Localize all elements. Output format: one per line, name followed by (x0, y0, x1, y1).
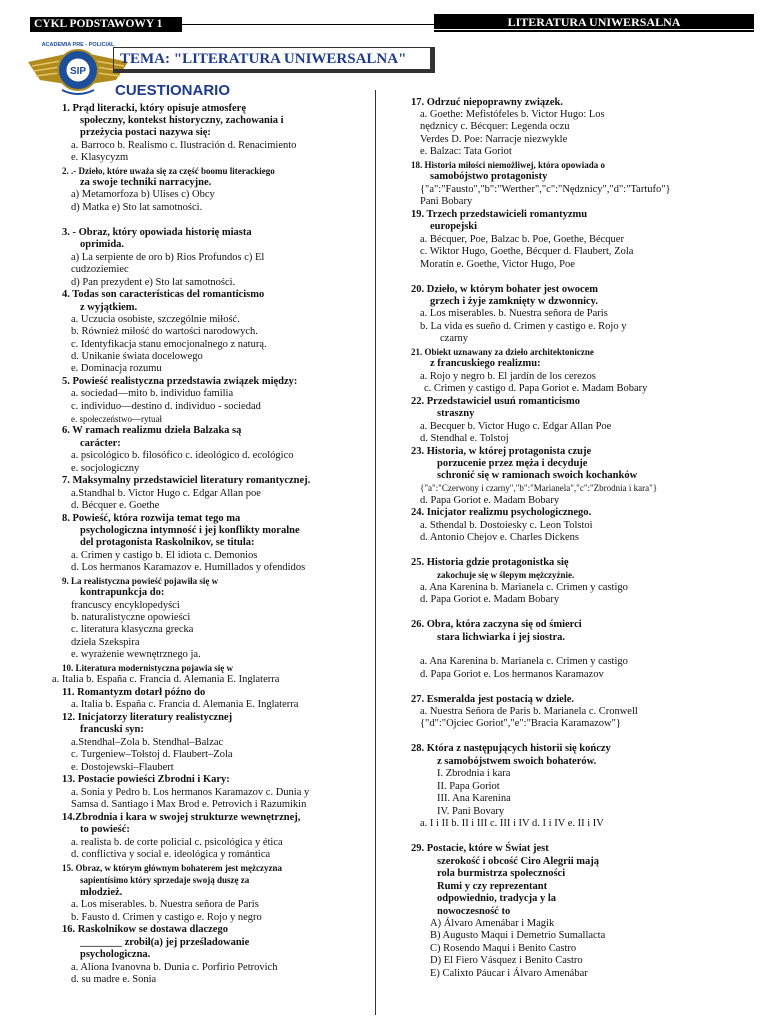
question-line: straszny (437, 408, 475, 419)
question-4: 4. Todas son características del romanticismo (62, 289, 265, 300)
answer-options: b. Również miłość do wartości narodowych. (71, 326, 258, 337)
subject-label: LITERATURA UNIWERSALNA (434, 14, 754, 32)
answer-options: a. Ana Karenina b. Marianela c. Crimen y castigo (420, 582, 628, 593)
answer-options: Verdes D. Poe: Narracje niezwykle (420, 134, 568, 145)
question-line: młodzież. (80, 887, 123, 898)
question-14: 14.Zbrodnia i kara w swojej strukturze wewnętrznej, (62, 812, 301, 823)
answer-options: b. Fausto d. Crimen y castigo e. Rojo y negro (71, 912, 262, 923)
answer-options: a. Sonia y Pedro b. Los hermanos Karamazov c. Dunia y (71, 787, 310, 798)
question-line: za swoje techniki narracyjne. (80, 177, 212, 188)
answer-options: Samsa d. Santiago i Max Brod e. Petrovich i Razumikin (71, 799, 307, 810)
question-line: del protagonista Raskolnikov, se titula: (80, 537, 255, 548)
question-line: carácter: (80, 438, 121, 449)
answer-options: c. Identyfikacja stanu emocjonalnego z naturą. (71, 339, 267, 350)
question-5: 5. Powieść realistyczna przedstawia związek między: (62, 376, 298, 387)
question-8: 8. Powieść, która rozwija temat tego ma (62, 513, 241, 524)
list-item: I. Zbrodnia i kara (437, 768, 511, 779)
question-line: to powieść: (80, 824, 130, 835)
question-16: 16. Raskolnikow se dostawa dlaczego (62, 924, 228, 935)
question-line: szerokość i obcość Ciro Alegrii mają (437, 856, 600, 867)
question-10: 10. Literatura modernistyczna pojawia się w (62, 663, 233, 673)
answer-options: a. Becquer b. Victor Hugo c. Edgar Allan Poe (420, 421, 612, 432)
answer-options: a. I i II b. II i III c. III i IV d. I i IV e. II i IV (420, 818, 604, 829)
question-22: 22. Przedstawiciel usuń romanticismo (411, 396, 580, 407)
answer-options: dzieła Szekspira (71, 637, 140, 648)
answer-options: a) La serpiente de oro b) Rios Profundos c) El (71, 252, 265, 263)
question-line: ________ zrobił(a) jej prześladowanie (80, 937, 250, 948)
answer-option-d: D) El Fiero Vásquez i Benito Castro (430, 955, 583, 966)
answer-options: d. Papa Goriot e. Madam Bobary (420, 495, 560, 506)
answer-options: Moratín e. Goethe, Victor Hugo, Poe (420, 259, 575, 270)
page-title: TEMA: "LITERATURA UNIWERSALNA" (113, 47, 435, 73)
answer-options: d. conflictiva y social e. ideológica y romántica (71, 849, 271, 860)
question-7: 7. Maksymalny przedstawiciel literatury romantycznej. (62, 475, 311, 486)
answer-options: d) Pan prezydent e) Sto lat samotności. (71, 277, 236, 288)
answer-options: a. Italia b. España c. Francia d. Alemania E. Inglaterra (71, 699, 299, 710)
answer-options: e. Dominacja rozumu (71, 363, 162, 374)
answer-options: a. Sthendal b. Dostoiesky c. Leon Tolstoi (420, 520, 593, 531)
answer-options: a. Crimen y castigo b. El idiota c. Demonios (71, 550, 258, 561)
question-18: 18. Historia miłości niemożliwej, która opowiada o (411, 160, 605, 170)
answer-options: d. Antonio Chejov e. Charles Dickens (420, 532, 579, 543)
list-item: III. Ana Karenina (437, 793, 511, 804)
question-29: 29. Postacie, które w Świat jest (411, 843, 549, 854)
question-line: Rumi y czy reprezentant (437, 881, 548, 892)
answer-options: a. Nuestra Señora de Paris b. Marianela c. Cronwell (420, 706, 638, 717)
answer-options: a.Standhal b. Victor Hugo c. Edgar Allan poe (71, 488, 261, 499)
answer-options: czarny (440, 333, 468, 344)
question-line: grzech i żyje zamknięty w dzwonnicy. (430, 296, 598, 307)
question-line: schronić się w ramionach swoich kochanków (437, 470, 638, 481)
logo-text: ACADEMIA PRE - POLICIAL (41, 42, 115, 48)
answer-options: d) Matka e) Sto lat samotności. (71, 202, 203, 213)
answer-options: c. individuo—destino d. individuo - sociedad (71, 401, 261, 412)
question-6: 6. W ramach realizmu dzieła Balzaka są (62, 425, 242, 436)
question-line: psychologiczna. (80, 949, 151, 960)
question-20: 20. Dzieło, w którym bohater jest owocem (411, 284, 599, 295)
question-line: psychologiczna intymność i jej konflikty moralne (80, 525, 300, 536)
answer-options: a. Uczucia osobiste, szczególnie miłość. (71, 314, 240, 325)
question-line: nowoczesność to (437, 906, 511, 917)
question-27: 27. Esmeralda jest postacią w dziele. (411, 694, 575, 705)
answer-options: a. Bécquer, Poe, Balzac b. Poe, Goethe, Bécquer (420, 234, 624, 245)
answer-options: c. Turgeniew–Tołstoj d. Flaubert–Zola (71, 749, 233, 760)
question-line: kontrapunkcja do: (80, 587, 165, 598)
answer-options: e. społeczeństwo—rytuał (71, 414, 162, 424)
answer-option-b: B) Augusto Maqui i Demetrio Sumallacta (430, 930, 606, 941)
answer-options: d. Unikanie świata docelowego (71, 351, 203, 362)
answer-options: {"a":"Czerwony i czarny","b":"Marianela","c":"Zbrodnia i kara"} (420, 483, 658, 493)
answer-options: b. naturalistyczne opowieści (71, 612, 191, 623)
answer-options: a. Aliona Ivanovna b. Dunia c. Porfirio Petrovich (71, 962, 278, 973)
logo-abbr: SIP (69, 66, 87, 77)
question-line: społeczny, kontekst historyczny, zachowania i (80, 115, 284, 126)
answer-options: b. La vida es sueño d. Crimen y castigo e. Rojo y (420, 321, 627, 332)
answer-options: nędznicy c. Bécquer: Legenda oczu (420, 121, 570, 132)
answer-options: a. sociedad—mito b. individuo familia (71, 388, 234, 399)
question-line: oprimida. (80, 239, 125, 250)
answer-options: a) Metamorfoza b) Ulises c) Obcy (71, 189, 215, 200)
answer-options: a. realista b. de corte policial c. psicológica y ética (71, 837, 283, 848)
question-line: rola burmistrza społeczności (437, 868, 566, 879)
question-15: 15. Obraz, w którym głównym bohaterem jest mężczyzna (62, 863, 283, 873)
answer-options: c. Crimen y castigo d. Papa Goriot e. Madam Bobary (424, 383, 648, 394)
answer-options: d. Papa Goriot e. Madam Bobary (420, 594, 560, 605)
cycle-label: CYKL PODSTAWOWY 1 (30, 17, 182, 32)
question-26: 26. Obra, która zaczyna się od śmierci (411, 619, 582, 630)
answer-options: a. Italia b. España c. Francia d. Alemania E. Inglaterra (52, 674, 280, 685)
question-25: 25. Historia gdzie protagonistka się (411, 557, 569, 568)
answer-options: c. Wiktor Hugo, Goethe, Bécquer d. Flaubert, Zola (420, 246, 634, 257)
answer-options: a. Los miserables. b. Nuestra señora de Paris (71, 899, 259, 910)
answer-options: e. socjologiczny (71, 463, 140, 474)
answer-options: e. wyrażenie wewnętrznego ja. (71, 649, 201, 660)
answer-options: e. Balzac: Tata Goriot (420, 146, 512, 157)
answer-options: a. Barroco b. Realismo c. Ilustración d. Renacimiento (71, 140, 297, 151)
question-23: 23. Historia, w której protagonista czuje (411, 446, 592, 457)
answer-options: a. Ana Karenina b. Marianela c. Crimen y castigo (420, 656, 628, 667)
question-21: 21. Obiekt uznawany za dzieło architektoniczne (411, 347, 594, 357)
question-line: z wyjątkiem. (80, 302, 138, 313)
answer-options: a. Rojo y negro b. El jardín de los cerezos (420, 371, 596, 382)
question-13: 13. Postacie powieści Zbrodni i Kary: (62, 774, 230, 785)
answer-option-c: C) Rosendo Maqui i Benito Castro (430, 943, 577, 954)
answer-option-e: E) Calixto Páucar i Álvaro Amenábar (430, 968, 588, 979)
answer-options: francuscy encyklopedyści (71, 600, 180, 611)
question-9: 9. La realistyczna powieść pojawiła się w (62, 576, 219, 586)
section-heading: CUESTIONARIO (115, 82, 231, 99)
question-line: zakochuje się w ślepym mężczyźnie. (437, 570, 575, 580)
question-17: 17. Odrzuć niepoprawny związek. (411, 97, 563, 108)
question-3: 3. - Obraz, który opowiada historię miasta (62, 227, 252, 238)
question-2: 2. .- Dzieło, które uważa się za część boomu literackiego (62, 166, 275, 176)
question-line: sapientísimo który sprzedaje swoją duszę za (80, 875, 250, 885)
answer-options: e. Dostojewski–Flaubert (71, 762, 174, 773)
answer-options: a. Goethe: Mefistófeles b. Victor Hugo: Los (420, 109, 605, 120)
question-line: z samobójstwem swoich bohaterów. (437, 756, 597, 767)
answer-option-a: A) Álvaro Amenábar i Magik (430, 918, 555, 929)
question-28: 28. Która z następujących historii się kończy (411, 743, 611, 754)
question-12: 12. Inicjatorzy literatury realistycznej (62, 712, 233, 723)
answer-options: {"d":"Ojciec Goriot","e":"Bracia Karamazow"} (420, 718, 621, 729)
question-line: odpowiednio, tradycja y la (437, 893, 557, 904)
list-item: IV. Pani Bovary (437, 806, 505, 817)
answer-options: e. Klasycyzm (71, 152, 129, 163)
answer-options: {"a":"Fausto","b":"Werther","c":"Nędznicy","d":"Tartufo"} (420, 184, 671, 195)
question-19: 19. Trzech przedstawicieli romantyzmu (411, 209, 588, 220)
question-1: 1. Prąd literacki, który opisuje atmosferę (62, 103, 247, 114)
answer-options: cudzoziemiec (71, 264, 129, 275)
answer-options: Pani Bobary (420, 196, 473, 207)
answer-options: d. Bécquer e. Goethe (71, 500, 160, 511)
list-item: II. Papa Goriot (437, 781, 500, 792)
question-line: francuski syn: (80, 724, 144, 735)
answer-options: a. psicológico b. filosófico c. ideológico d. ecológico (71, 450, 294, 461)
question-line: porzucenie przez męża i decyduje (437, 458, 588, 469)
answer-options: d. Los hermanos Karamazov e. Humillados y ofendidos (71, 562, 306, 573)
question-line: samobójstwo protagonisty (430, 171, 548, 182)
answer-options: a. Los miserables. b. Nuestra señora de Paris (420, 308, 608, 319)
answer-options: d. su madre e. Sonia (71, 974, 157, 985)
question-line: z francuskiego realizmu: (430, 358, 541, 369)
answer-options: d. Stendhal e. Tolstoj (420, 433, 509, 444)
answer-options: d. Papa Goriot e. Los hermanos Karamazov (420, 669, 604, 680)
question-line: europejski (430, 221, 478, 232)
question-line: przeżycia postaci nazywa się: (80, 127, 211, 138)
question-line: stara lichwiarka i jej siostra. (437, 632, 566, 643)
answer-options: a.Stendhal–Zola b. Stendhal–Balzac (71, 737, 224, 748)
answer-options: c. literatura klasyczna grecka (71, 624, 194, 635)
question-24: 24. Inicjator realizmu psychologicznego. (411, 507, 592, 518)
question-11: 11. Romantyzm dotarł późno do (62, 687, 206, 698)
